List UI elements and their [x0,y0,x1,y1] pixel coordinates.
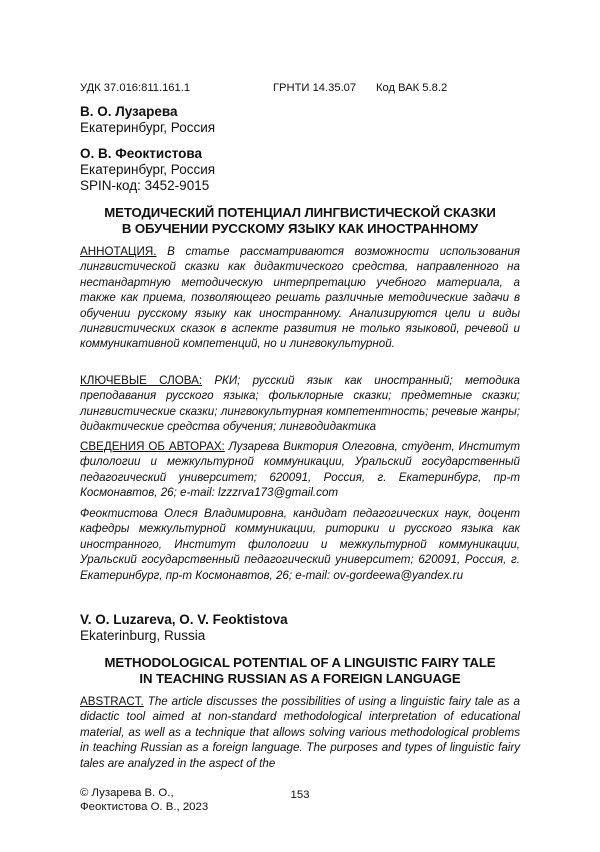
vak-code: Код ВАК 5.8.2 [376,82,448,94]
author-city: Екатеринбург, Россия [80,120,216,135]
abstract-label: ABSTRACT. [80,695,144,708]
authors-info-label: СВЕДЕНИЯ ОБ АВТОРАХ: [80,440,225,453]
authors-en-city: Ekaterinburg, Russia [80,628,206,643]
grnti-code: ГРНТИ 14.35.07 [273,82,357,94]
title-line: IN TEACHING RUSSIAN AS A FOREIGN LANGUAGE [139,671,461,686]
annotation-label: АННОТАЦИЯ. [80,245,157,258]
keywords [80,373,520,435]
authors-info-2 [80,506,520,583]
keywords-label: КЛЮЧЕВЫЕ СЛОВА: [80,374,203,387]
classification-codes [80,82,520,96]
title-line: METHODOLOGICAL POTENTIAL OF A LINGUISTIC FAIRY TALE [104,655,496,670]
annotation [80,244,520,352]
authors-info-text-2: Феоктистова Олеся Владимировна, кандидат педагогических наук, доцент кафедры межкультурной коммуникации, риторики и русского языка как иностранного, Институт филологии и межкультурной коммуникации, Уральский государственный педагогический университет; 620091, Россия, г. Екатеринбург, пр-т Космонавтов, 26; e-mail: ov-gordeewa@yandex.ru [80,507,520,582]
author-ru-2 [80,146,520,194]
keywords-text: РКИ; русский язык как иностранный; методика преподавания русского языка; фольклорные сказки; предметные сказки; лингвистические сказки; лингвокультурная компетентность; речевые жанры; дидактические средства обучения; лингводидактика [80,374,520,434]
udk-code: УДК 37.016:811.161.1 [80,82,191,94]
copyright-line: Феоктистова О. В., 2023 [80,801,209,813]
author-ru-1 [80,104,520,136]
abstract [80,694,520,771]
article-title-ru [80,205,520,237]
page-number: 153 [290,789,310,801]
author-name: В. О. Лузарева [80,104,178,119]
annotation-text: В статье рассматриваются возможности использования лингвистической сказки как дидактического средства, направленного на нестандартную методическую интерпретацию учебного материала, а также как приема, позволяющего решать различные методические задачи в обучении русскому языку как иностранному. Анализируются цели и виды лингвистических сказок в аспекте развития не только языковой, речевой и коммуникативной компетенций, но и лингвокультурной. [80,245,520,351]
authors-en [80,612,520,644]
copyright-line: © Лузарева В. О., [80,787,174,799]
authors-info-text: Лузарева Виктория Олеговна, студент, Институт филологии и межкультурной коммуникации, Уральский государственный педагогический университет; 620091, Россия, г. Екатеринбург, пр-т Космонавтов, 26; e-mail: lzzzrva173@gmail.com [80,440,520,500]
author-name: О. В. Феоктистова [80,146,203,161]
authors-en-names: V. O. Luzareva, O. V. Feoktistova [80,612,288,627]
authors-info [80,439,520,501]
title-line: МЕТОДИЧЕСКИЙ ПОТЕНЦИАЛ ЛИНГВИСТИЧЕСКОЙ СКАЗКИ [104,205,496,220]
author-city: Екатеринбург, Россия [80,162,216,177]
title-line: В ОБУЧЕНИИ РУССКОМУ ЯЗЫКУ КАК ИНОСТРАННОМУ [121,221,479,236]
article-title-en [80,655,520,687]
abstract-text: The article discusses the possibilities of using a linguistic fairy tale as a didactic tool aimed at non-standard methodological interpretation of educational material, as well as a technique that allows solving various methodological problems in teaching Russian as a foreign language. The purposes and types of linguistic fairy tales are analyzed in the aspect of the [80,695,520,770]
author-spin: SPIN-код: 3452-9015 [80,178,210,193]
